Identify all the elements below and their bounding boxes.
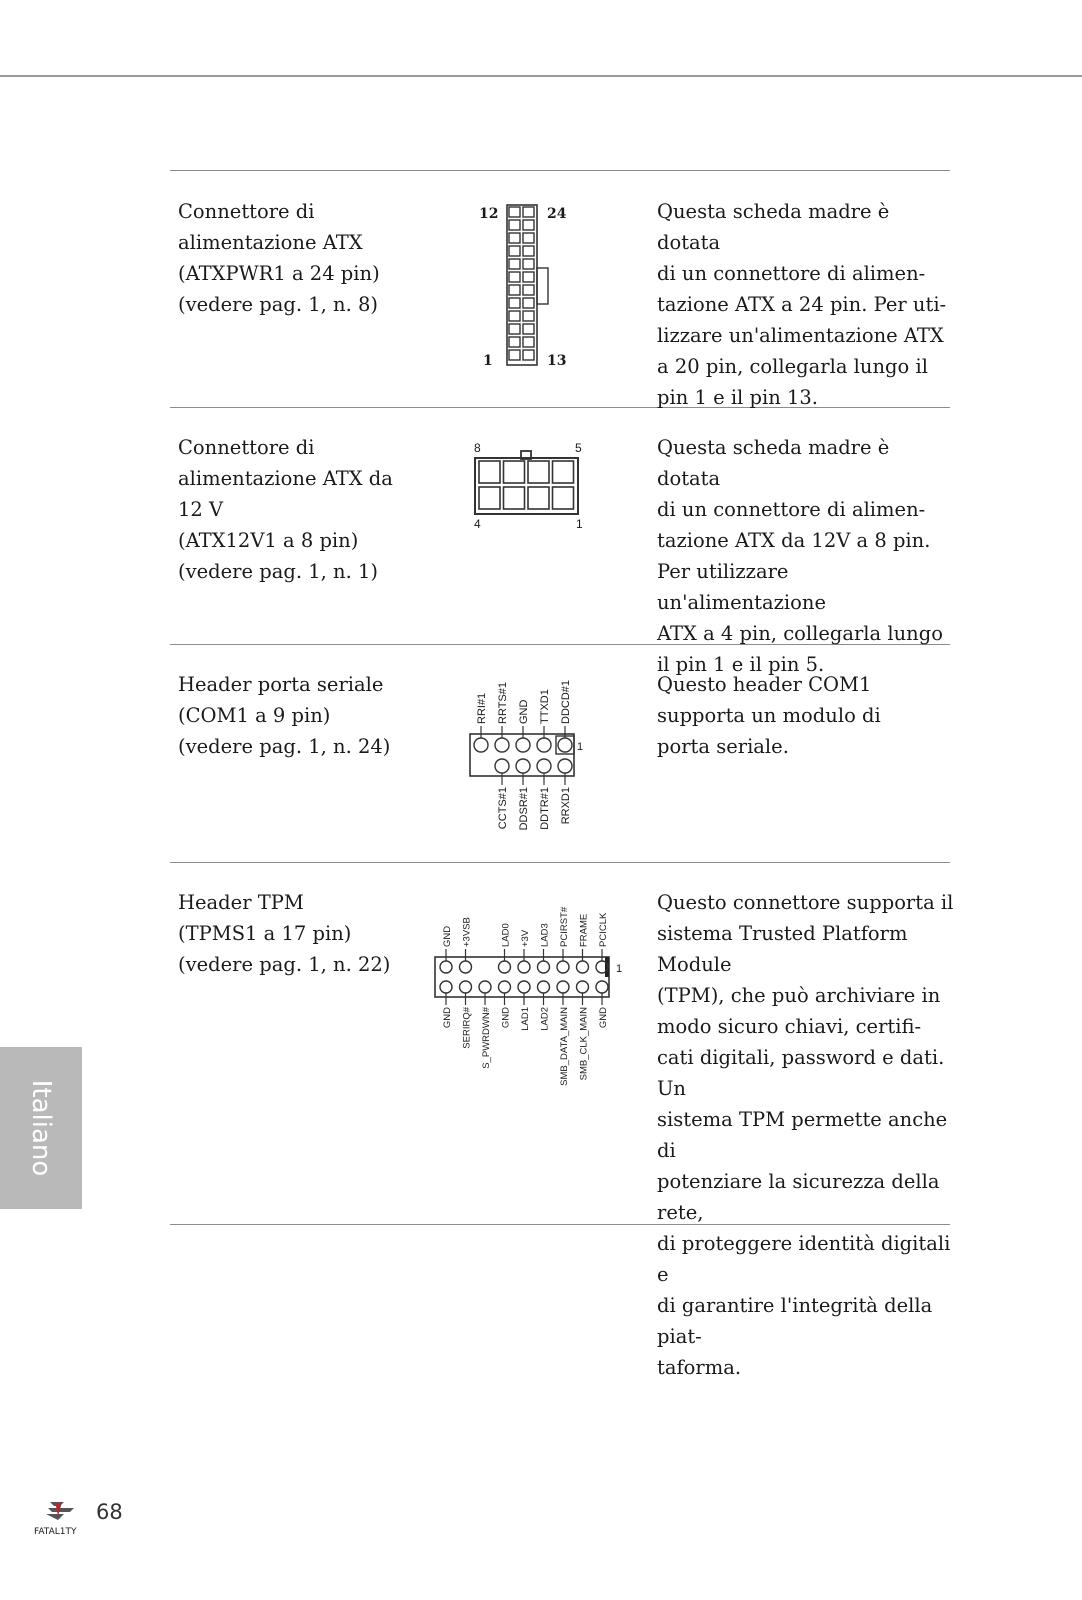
pin-name-label: DDSR#1 <box>518 787 530 831</box>
connector-description: Questo connettore supporta il sistema Trusted Platform Module (TPM), che può archiviare in modo sicuro chiavi, certifi- cati digitali, password e dati. Un sistema TPM permette anche di potenziare la sicurezza della rete, di proteggere identità digitali e di garantire l'integrità della piat- taforma. <box>657 891 954 1379</box>
tpm-pin-diagram <box>430 893 630 1113</box>
pin-cell <box>523 207 534 217</box>
pin-cell <box>523 285 534 295</box>
pin-cell <box>509 207 520 217</box>
pin-name-label: SMB_CLK_MAIN <box>578 1007 590 1081</box>
pin-circle <box>479 981 491 993</box>
pin-cell <box>509 246 520 256</box>
connector-name: Connettore di alimentazione ATX (ATXPWR1 a 24 pin) (vedere pag. 1, n. 8) <box>178 200 380 316</box>
pin-cell <box>509 337 520 347</box>
pin-name-label: SMB_DATA_MAIN <box>559 1007 570 1086</box>
pin-cell <box>528 487 549 509</box>
pin-cell <box>504 461 525 483</box>
pin-cell <box>523 324 534 334</box>
pin-name-label: +3VSB <box>461 917 473 947</box>
page-number: 68 <box>96 1500 123 1524</box>
pin-cell <box>523 337 534 347</box>
pin-name-label: RRI#1 <box>476 692 488 724</box>
pin-circle <box>440 961 452 973</box>
pin-name-label: RRXD1 <box>560 787 572 825</box>
pin-cell <box>523 298 534 308</box>
pin-circle <box>558 738 572 752</box>
pin-circle <box>538 961 550 973</box>
pin-circle <box>518 981 530 993</box>
pin-circle <box>537 738 551 752</box>
pin-cell <box>509 220 520 230</box>
pin-label: 1 <box>483 353 493 369</box>
pin-cell <box>553 487 574 509</box>
connector-name: Connettore di alimentazione ATX da 12 V (ATX12V1 a 8 pin) (vedere pag. 1, n. 1) <box>178 436 393 583</box>
pin-name-label: GND <box>442 1007 453 1029</box>
pin-name-label: LAD3 <box>539 923 551 947</box>
pin-circle <box>596 981 608 993</box>
pin-label: 13 <box>547 353 567 369</box>
pin-name-label: GND <box>442 925 453 947</box>
pin-circle <box>516 738 530 752</box>
pin-cell <box>528 461 549 483</box>
pin-circle <box>577 981 589 993</box>
svg-text:FATAL1TY: FATAL1TY <box>34 1527 77 1537</box>
language-side-tab <box>0 1047 82 1209</box>
pin-circle <box>460 961 472 973</box>
pin-circle <box>558 759 572 773</box>
pin-name-label: S_PWRDWN# <box>481 1007 492 1069</box>
pin-circle <box>499 981 511 993</box>
pin-label: 12 <box>479 206 499 222</box>
pin-cell <box>523 220 534 230</box>
pin-cell <box>509 350 520 360</box>
pin1-label: 1 <box>577 741 584 753</box>
pin-circle <box>537 759 551 773</box>
pin-circle <box>557 981 569 993</box>
pin-cell <box>509 311 520 321</box>
atx24-pin-diagram <box>475 200 585 375</box>
pin-cell <box>509 298 520 308</box>
pin-cell <box>523 311 534 321</box>
table-rule-top <box>170 170 950 171</box>
pin-cell <box>523 259 534 269</box>
pin-cell <box>504 487 525 509</box>
pin-name-label: LAD0 <box>500 923 512 947</box>
atx12v-pin-diagram <box>470 440 590 530</box>
pin-name-label: GND <box>518 699 530 724</box>
pin-name-label: GND <box>598 1007 609 1029</box>
pin-name-label: LAD1 <box>520 1007 531 1031</box>
pin-circle <box>538 981 550 993</box>
pin-circle <box>440 981 452 993</box>
pin-label: 4 <box>474 517 481 531</box>
pin-cell <box>509 272 520 282</box>
pin-name-label: DDCD#1 <box>560 679 572 724</box>
pin-name-label: CCTS#1 <box>497 787 509 830</box>
pin-name-label: FRAME <box>578 913 590 947</box>
header-rule <box>0 75 1082 77</box>
pin-circle <box>557 961 569 973</box>
pin-cell <box>523 233 534 243</box>
pin-name-label: TTXD1 <box>539 689 551 724</box>
pin-cell <box>509 233 520 243</box>
pin-circle <box>495 759 509 773</box>
table-rule <box>170 862 950 863</box>
pin-cell <box>553 461 574 483</box>
pin-label: 5 <box>575 441 582 455</box>
pin-1-square <box>556 736 574 754</box>
connector-name: Header TPM (TPMS1 a 17 pin) (vedere pag. 1, n. 22) <box>178 891 391 976</box>
pin-label: 8 <box>474 441 481 455</box>
pin-name-label: PCIRST# <box>559 906 570 947</box>
pin-cell <box>509 285 520 295</box>
pin-name-label: +3V <box>520 929 531 947</box>
pin-label: 1 <box>576 517 583 531</box>
pin-circle <box>518 961 530 973</box>
pin-cell <box>523 272 534 282</box>
pin-cell <box>523 350 534 360</box>
pin1-label: 1 <box>616 963 623 975</box>
pin-label: 24 <box>547 206 567 222</box>
pin-cell <box>509 259 520 269</box>
pin-circle <box>474 738 488 752</box>
pin-circle <box>499 961 511 973</box>
pin-cell <box>479 461 500 483</box>
pin-name-label: LAD2 <box>539 1007 551 1031</box>
pin-name-label: RRTS#1 <box>497 682 509 724</box>
pin-name-label: GND <box>500 1007 512 1029</box>
pin-circle <box>516 759 530 773</box>
pin-name-label: PCICLK <box>598 912 609 947</box>
pin-name-label: SERIRQ# <box>461 1007 473 1049</box>
pin-cell <box>523 246 534 256</box>
pin-cell <box>509 324 520 334</box>
pin-circle <box>460 981 472 993</box>
fatal1ty-logo-icon <box>34 1498 90 1538</box>
pin-circle <box>577 961 589 973</box>
connector-description: Questo header COM1 supporta un modulo di porta seriale. <box>657 673 881 758</box>
pin-circle <box>495 738 509 752</box>
pin-name-label: DDTR#1 <box>539 787 551 830</box>
connector-description: Questa scheda madre è dotata di un connettore di alimen- tazione ATX da 12V a 8 pin. Per utilizzare un'alimentazione ATX a 4 pin, collegarla lungo il pin 1 e il pin 5. <box>657 436 943 676</box>
connector-description: Questa scheda madre è dotata di un connettore di alimen- tazione ATX a 24 pin. Per uti- lizzare un'alimentazione ATX a 20 pin, collegarla lungo il pin 1 e il pin 13. <box>657 200 947 409</box>
pin-cell <box>479 487 500 509</box>
language-label: Italiano <box>26 1079 56 1177</box>
com1-pin-diagram <box>465 672 595 842</box>
connector-name: Header porta seriale (COM1 a 9 pin) (vedere pag. 1, n. 24) <box>178 673 391 758</box>
